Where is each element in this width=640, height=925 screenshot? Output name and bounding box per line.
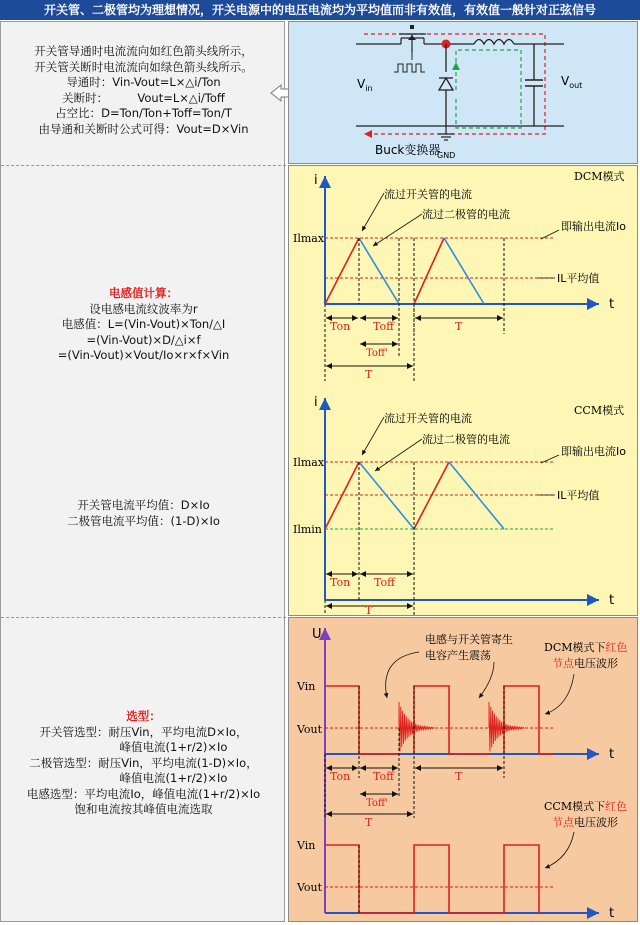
dcm-chart [293,169,626,381]
vout-label: $V_{out}$ [561,74,583,90]
ccm-voltage-label-line2: 节点电压波形 [552,816,618,829]
dcm-switch-current-label: 流过开关管的电流 [384,188,472,201]
mosfet-switch [399,25,426,52]
block-selection-text [1,709,286,818]
line: 导通时：Vin-Vout=L×△i/Ton [66,75,221,89]
dcm-toff2-label: Toff' [366,798,388,809]
block-conduction-text [1,44,286,137]
line: 占空比：D=Ton/Ton+Toff=Ton/T [55,106,232,120]
current-waveform-diagram [289,166,637,615]
ringing-oscillation [399,702,434,752]
voltage-waveform-panel [288,617,638,922]
ccm-il-avg-label: IL平均值 [557,489,600,502]
line: 开关管选型：耐压Vin，平均电流D×Io， [39,724,248,739]
ccm-axis-t-label: t [609,593,615,608]
ccm-toff-label: Toff [374,576,395,589]
line: =(Vin-Vout)×D/△i×f [86,332,201,347]
dcm-toff2-label: Toff' [366,348,388,359]
ringing-note-line1: 电感与开关管寄生 [425,633,513,646]
line: 峰值电流(1+r/2)×Io [119,740,228,754]
block-inductance-text [1,286,286,364]
line: 开关管电流平均值：D×Io [77,498,210,512]
on-current-path [364,34,545,134]
ccm-axis-i-label: i [314,395,318,410]
block-average-text [1,498,286,529]
ccm-output-current-label: 即输出电流Io [561,445,626,458]
buck-circuit-diagram [289,22,637,163]
line: 饱和电流按其峰值电流选取 [74,802,213,816]
ccm-t-label: T [365,604,373,615]
ccm-vin-label: Vin [297,839,316,852]
ccm-voltage-label-line1: CCM模式下红色 [544,800,628,813]
dcm-t2-label: T [455,320,463,333]
dcm-axis-t-label: t [609,747,615,762]
line: 由导通和关断时公式可得：Vout=D×Vin [38,121,249,136]
line: 二极管选型：耐压Vin，平均电流(1-D)×Io， [29,755,258,770]
vin-label: $V_{in}$ [357,77,373,93]
dcm-node-voltage [325,686,399,754]
dcm-t2-label: T [455,770,463,783]
ccm-diode-current-label: 流过二极管的电流 [422,433,510,446]
ccm-switch-current-label: 流过开关管的电流 [384,412,472,425]
dcm-ton-label: Ton [330,770,351,783]
ccm-imin-label: Ilmin [293,523,322,536]
dcm-il-avg-label: IL平均值 [557,272,600,285]
buck-circuit-panel [288,21,638,164]
ccm-ton-label: Ton [330,576,351,589]
circuit-caption: Buck变换器 [375,143,441,157]
ccm-chart [293,395,626,615]
dcm-t1-label: T [365,368,373,381]
divider [1,617,286,618]
inductance-title: 电感值计算： [109,286,178,300]
dcm-toff-label: Toff [373,320,394,333]
dcm-axis-i-label: i [314,173,318,188]
line: 关断时： Vout=L×△i/Toff [62,90,225,105]
line: 峰值电流(1+r/2)×Io [119,771,228,785]
dcm-toff-label: Toff [373,770,394,783]
ccm-vout-label: Vout [297,881,323,894]
dcm-diode-current-label: 流过二极管的电流 [422,208,510,221]
green-arrow-icon [452,62,460,70]
dcm-voltage-label-line2: 节点电压波形 [552,657,618,670]
divider [1,165,286,166]
dcm-mode-label: DCM模式 [574,170,625,183]
banner: 开关管、二极管均为理想情况，开关电源中的电压电流均为平均值而非有效值，有效值一般针对正弦信号 [0,0,640,20]
dcm-ton-label: Ton [330,320,351,333]
pwm-signal [394,64,425,72]
dcm-t-period-label: T [365,816,373,829]
dcm-output-current-label: 即输出电流Io [561,220,626,233]
dcm-diode-ramp [359,238,399,304]
dcm-switch-ramp [325,238,359,304]
ccm-axis-t-label: t [609,906,615,921]
left-column [0,21,285,922]
voltage-waveform-diagram [289,618,637,921]
axis-u-label: U [312,627,322,642]
dcm-vout-label: Vout [297,723,323,736]
ccm-node-voltage [325,845,539,913]
selection-title: 选型： [126,709,161,723]
line: 电感值：L=(Vin-Vout)×Ton/△I [61,317,226,331]
gnd-label: GND [437,151,456,160]
ringing-note-line2: 电容产生震荡 [425,649,491,662]
dcm-axis-t-label: t [609,297,615,312]
dcm-voltage-label-line1: DCM模式下红色 [544,641,628,654]
diode [439,78,453,90]
ccm-imax-label: Ilmax [293,456,325,469]
dcm-vin-label: Vin [297,680,316,693]
off-current-path [456,50,521,128]
dcm-imax-label: Ilmax [293,232,325,245]
inductor [474,40,514,45]
line: =(Vin-Vout)×Vout/Io×r×f×Vin [57,348,230,362]
line: 电感选型：平均电流Io，峰值电流(1+r/2)×Io [26,786,261,801]
red-arrow-icon [364,130,372,138]
line: 开关管关断时电流流向如绿色箭头线所示。 [34,59,253,74]
line: 开关管导通时电流流向如红色箭头线所示， [34,44,253,58]
current-waveform-panel [288,165,638,616]
ccm-mode-label: CCM模式 [574,404,625,417]
line: 设电感电流纹波率为r [89,301,198,316]
line: 二极管电流平均值：(1-D)×Io [67,513,220,528]
